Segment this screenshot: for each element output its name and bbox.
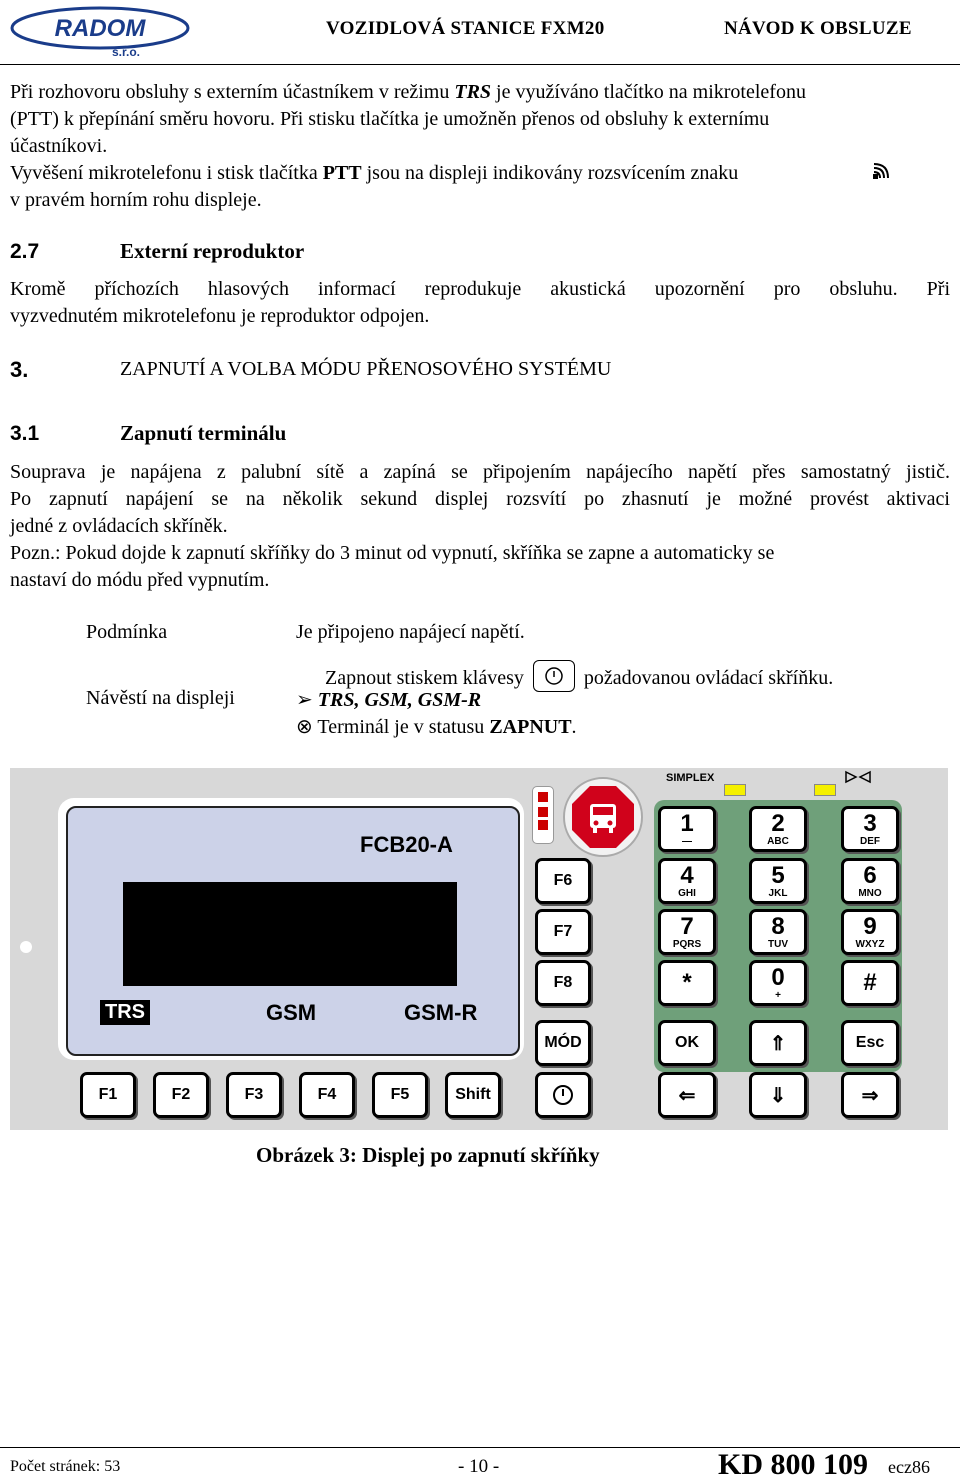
logo-text: RADOM [54,15,146,42]
duplex-icon [844,770,872,784]
condition-action: Zapnout stiskem klávesy požadovanou ovládací skříňku. [325,660,833,692]
power-icon [551,1083,575,1107]
panel-indicator-dot [20,941,32,953]
page-number: - 10 - [458,1456,500,1477]
numpad-key-letters: WXYZ [855,938,885,950]
up-arrow-key[interactable]: ⇑ [749,1020,807,1066]
numpad-key[interactable] [841,909,899,955]
doc-code: KD 800 109 [718,1448,868,1481]
display-label: Návěstí na displeji [86,687,235,709]
condition-value: Je připojeno napájecí napětí. [296,621,525,643]
numpad-key-letters: GHI [678,887,696,899]
numpad-key-letters: MNO [858,887,882,899]
numpad-key[interactable] [841,858,899,904]
numpad-key-digit: 6 [863,861,877,889]
paragraph-ptt: Při rozhovoru obsluhy s externím účastníkem v režimu TRS je využíváno tlačítko na mikrotelefonu (PTT) k přepínání směru hovoru. Při stisku tlačítka je umožněn přenos od obsluhy k externímu účastníkovi. Vyvěšení mikrotelefonu i stisk tlačítka PTT jsou na displeji indikovány rozsvícením znaku v pravém horním rohu displeje. [10,79,950,214]
right-arrow-key[interactable]: ⇒ [841,1072,899,1118]
mode-trs: TRS [100,1000,150,1025]
left-arrow-key[interactable]: ⇐ [658,1072,716,1118]
mod-key[interactable]: MÓD [535,1020,591,1066]
power-key-icon [533,660,575,692]
numpad-key[interactable] [749,909,807,955]
section-3-heading: 3. ZAPNUTÍ A VOLBA MÓDU PŘENOSOVÉHO SYSTÉMU [10,357,612,382]
f5-key[interactable]: F5 [372,1072,428,1118]
display-value-status: ⊗ Terminál je v statusu ZAPNUT. [296,716,577,738]
numpad-key[interactable] [658,858,716,904]
numpad-key-letters: ABC [767,835,789,847]
section-3-1-heading: 3.1 Zapnutí terminálu [10,421,287,445]
down-arrow-key[interactable]: ⇓ [749,1072,807,1118]
numpad-key-digit: # [863,969,877,996]
display-area [123,882,457,986]
simplex-label: SIMPLEX [666,772,715,784]
mode-gsm-r: GSM-R [404,1000,478,1025]
display-value-modes: ➢ TRS, GSM, GSM-R [296,689,482,711]
numpad-key-letters: — [682,835,692,847]
circled-x-icon: ⊗ [296,716,313,738]
page-header [0,0,960,65]
numpad-key[interactable] [749,858,807,904]
numpad-key-digit: 0 [771,963,785,991]
numpad-key-letters: JKL [768,887,788,899]
f7-key[interactable]: F7 [535,909,591,955]
handset-signal-icon [872,162,894,182]
paragraph-power-on: Souprava je napájena z palubní sítě a zapíná se připojením napájecího napětí přes samostatný jistič. Po zapnutí napájení se na několik sekund displej rozsvítí po zhasnutí je možné provést aktivaci jedné z ovládacích skříněk. Pozn.: Pokud dojde k zapnutí skříňky do 3 minut od vypnutí, skříňka se zapne a automaticky se nastaví do módu před vypnutím. [10,461,950,591]
numpad-key-letters: DEF [860,835,880,847]
numpad-key-letters: + [775,989,781,1001]
numpad-key-digit: 2 [771,809,785,837]
doc-type: NÁVOD K OBSLUZE [724,18,912,39]
f8-key[interactable]: F8 [535,960,591,1006]
numpad-key-digit: 9 [863,912,877,940]
numpad-key[interactable] [658,909,716,955]
numpad-key-digit: 3 [863,809,877,837]
numpad-key-letters: PQRS [672,938,702,950]
numpad-key[interactable] [658,806,716,852]
display-model: FCB20-A [360,832,453,857]
arrow-bullet-icon: ➢ [296,689,313,711]
numpad-key-digit: 8 [771,912,785,940]
numpad-key-digit: 4 [680,861,694,889]
numpad-key[interactable] [749,960,807,1006]
paragraph-speaker: Kromě příchozích hlasových informací reprodukuje akustická upozornění pro obsluhu. Při vyzvednutém mikrotelefonu je reproduktor odpojen. [10,278,950,327]
power-key[interactable] [535,1072,591,1118]
f6-key[interactable]: F6 [535,858,591,904]
section-2-7-heading: 2.7 Externí reproduktor [10,239,305,263]
numpad-key-digit: 1 [680,809,694,837]
f1-key[interactable]: F1 [80,1072,136,1118]
doc-suffix: ecz86 [888,1457,930,1477]
duplex-led [814,784,836,796]
figure-caption: Obrázek 3: Displej po zapnutí skříňky [256,1143,600,1167]
numpad-key[interactable] [841,806,899,852]
emergency-button[interactable] [562,776,644,858]
numpad-key-letters: TUV [768,938,788,950]
simplex-led [724,784,746,796]
page-count: Počet stránek: 53 [10,1458,121,1475]
shift-key[interactable]: Shift [445,1072,501,1118]
f2-key[interactable]: F2 [153,1072,209,1118]
status-led-bar [532,786,554,844]
numpad-key[interactable] [841,960,899,1006]
numpad-key-digit: * [682,969,692,996]
condition-label: Podmínka [86,621,168,643]
esc-key[interactable]: Esc [841,1020,899,1066]
numpad-key-digit: 7 [680,912,694,940]
numpad-key-digit: 5 [771,861,785,889]
f4-key[interactable]: F4 [299,1072,355,1118]
radom-logo [8,4,192,58]
numpad-key[interactable] [749,806,807,852]
mode-gsm: GSM [266,1000,317,1025]
ok-key[interactable]: OK [658,1020,716,1066]
logo-subtext: s.r.o. [111,45,141,58]
f3-key[interactable]: F3 [226,1072,282,1118]
numpad-key[interactable] [658,960,716,1006]
doc-title: VOZIDLOVÁ STANICE FXM20 [326,18,605,39]
